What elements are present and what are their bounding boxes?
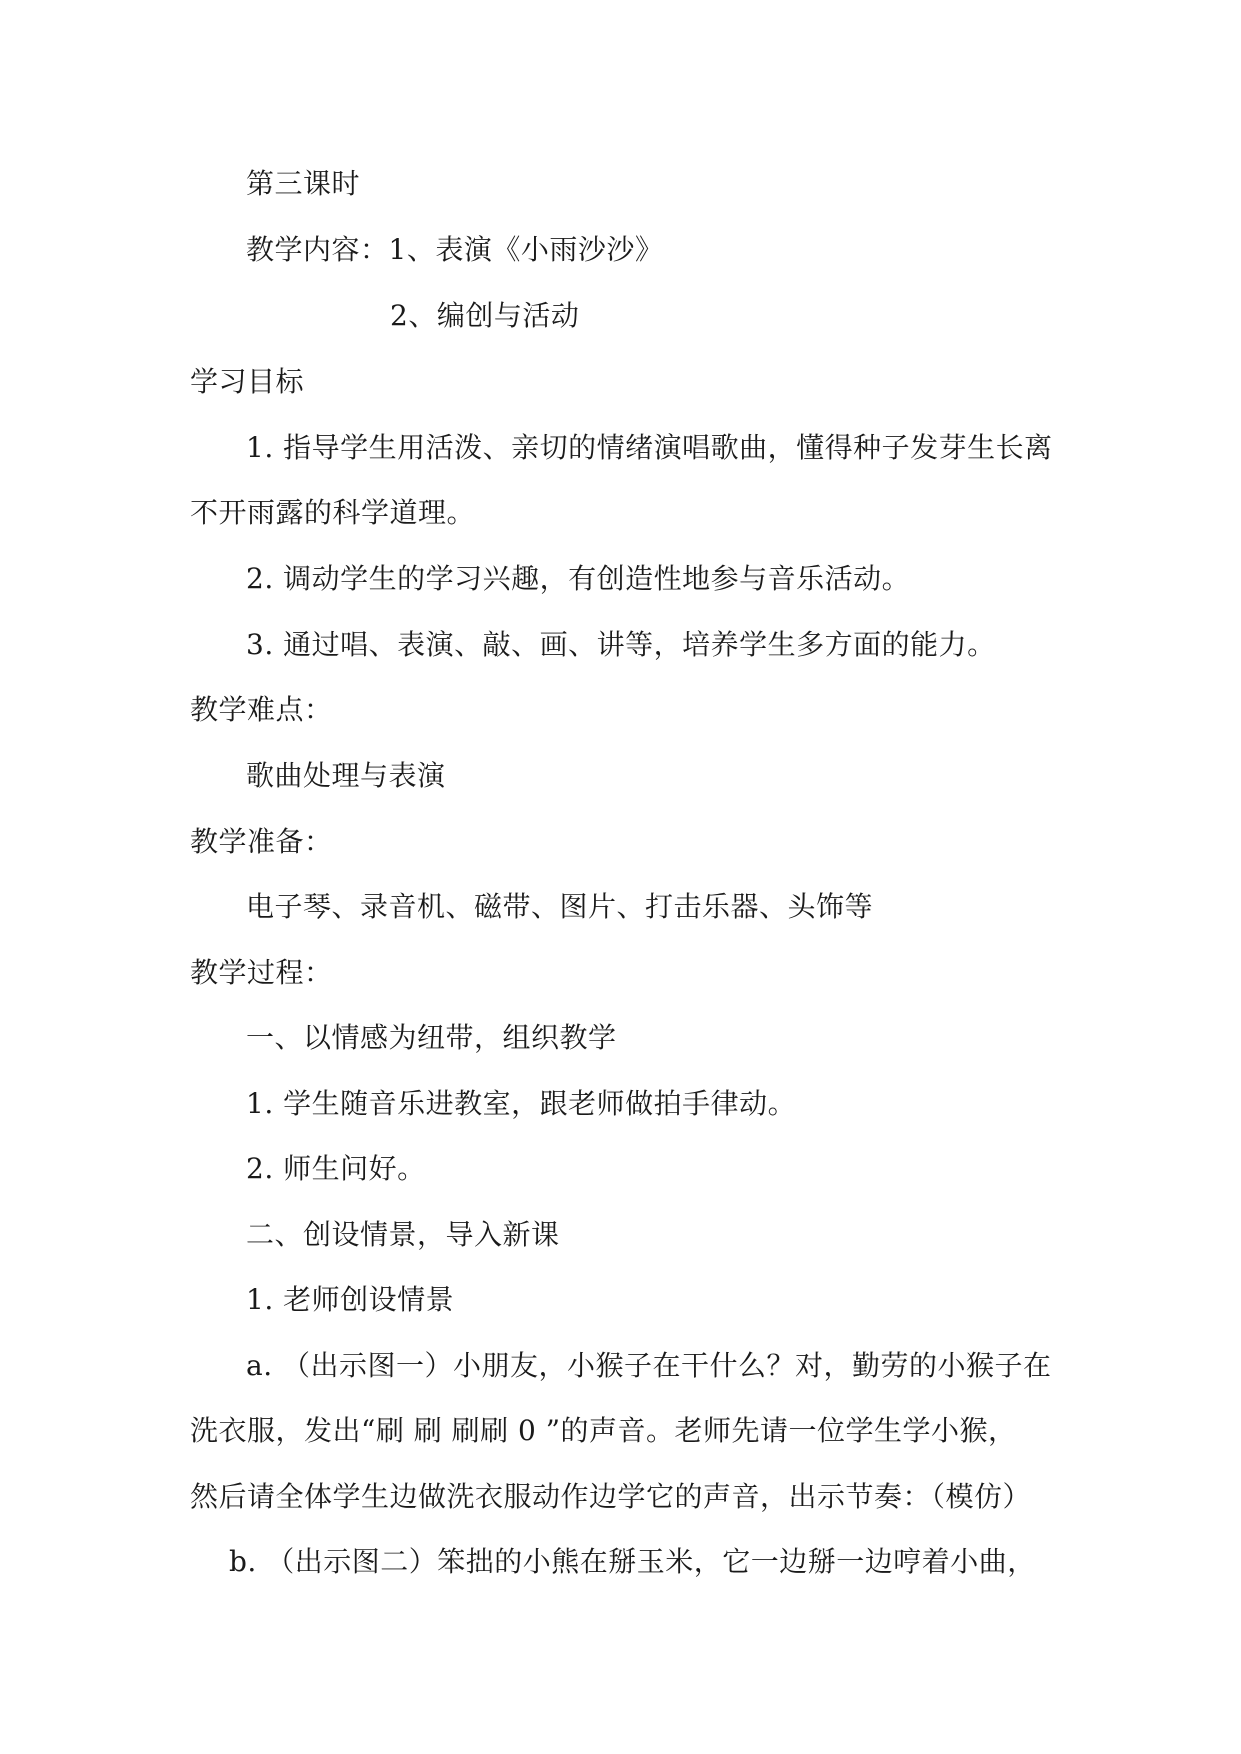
process-part-1: 一、以情感为纽带，组织教学 xyxy=(246,1021,617,1054)
teaching-content: 教学内容：1、表演《小雨沙沙》 xyxy=(246,233,664,266)
difficulties-text: 歌曲处理与表演 xyxy=(246,759,446,792)
objective-1-continued: 不开雨露的科学道理。 xyxy=(190,496,476,529)
section-heading-preparation: 教学准备： xyxy=(190,825,333,858)
objective-2: 2. 调动学生的学习兴趣，有创造性地参与音乐活动。 xyxy=(246,562,911,595)
teaching-content-item-2: 2、编创与活动 xyxy=(390,299,580,332)
process-step-2: 2. 师生问好。 xyxy=(246,1152,426,1185)
process-step-1: 1. 学生随音乐进教室，跟老师做拍手律动。 xyxy=(246,1087,797,1120)
scene-a-continued-2: 然后请全体学生边做洗衣服动作边学它的声音，出示节奏：（模仿） xyxy=(190,1480,1032,1513)
scene-a: a. （出示图一）小朋友，小猴子在干什么？对，勤劳的小猴子在 xyxy=(246,1349,1052,1382)
lesson-title: 第三课时 xyxy=(246,167,361,200)
process-part-2: 二、创设情景，导入新课 xyxy=(246,1218,560,1251)
section-heading-process: 教学过程： xyxy=(190,956,333,989)
objective-3: 3. 通过唱、表演、敲、画、讲等，培养学生多方面的能力。 xyxy=(246,628,996,661)
scene-a-continued-1: 洗衣服，发出“刷 刷 刷刷 0 ”的声音。老师先请一位学生学小猴， xyxy=(190,1414,1017,1447)
scene-b: b. （出示图二）笨拙的小熊在掰玉米，它一边掰一边哼着小曲， xyxy=(229,1545,1036,1578)
process-part-2-step-1: 1. 老师创设情景 xyxy=(246,1283,455,1316)
section-heading-objectives: 学习目标 xyxy=(190,365,305,398)
objective-1: 1. 指导学生用活泼、亲切的情绪演唱歌曲，懂得种子发芽生长离 xyxy=(246,431,1053,464)
section-heading-difficulties: 教学难点： xyxy=(190,693,333,726)
preparation-text: 电子琴、录音机、磁带、图片、打击乐器、头饰等 xyxy=(246,890,874,923)
